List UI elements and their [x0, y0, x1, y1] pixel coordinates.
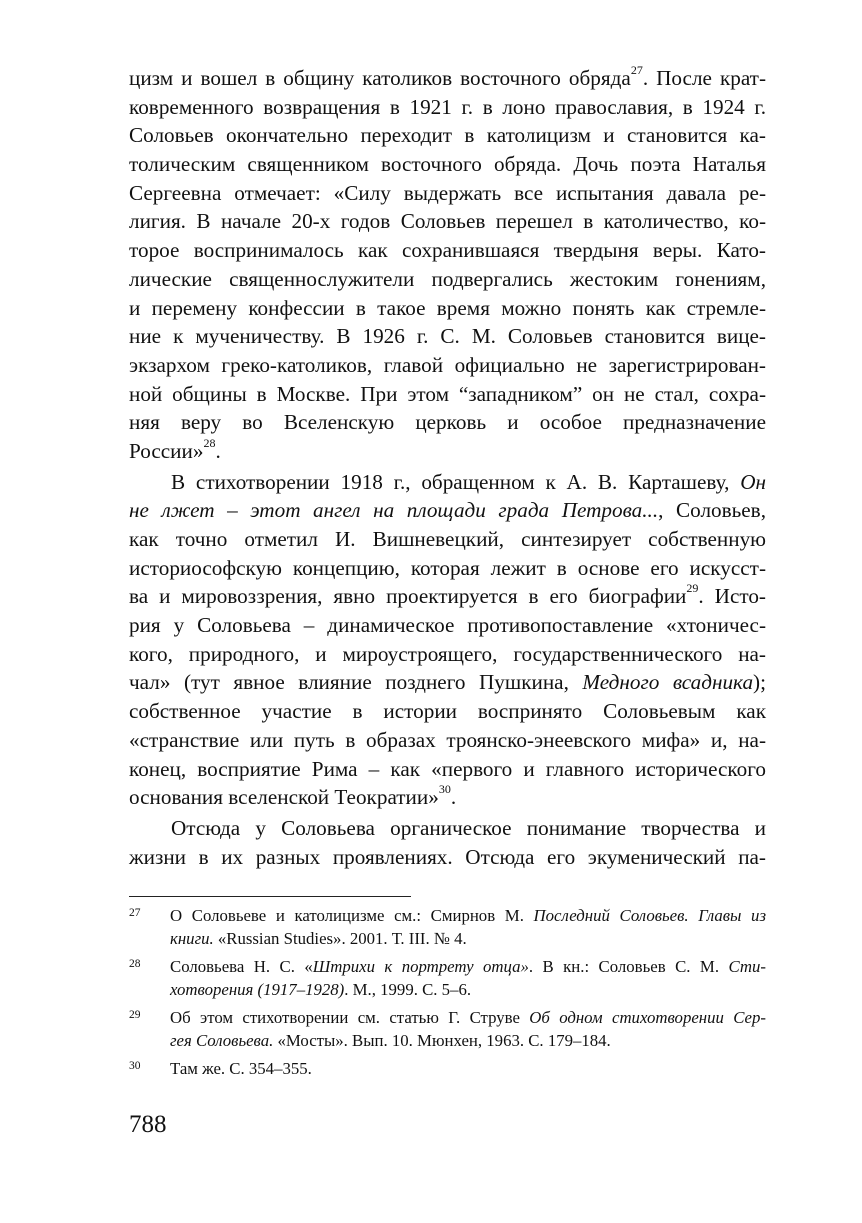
text-line: рия у Соловьева – динамическое противопоставление «хтоничес-	[129, 613, 766, 638]
text-line: ние к мученичеству. В 1926 г. С. М. Соловьев становится вице-	[129, 324, 766, 349]
text-line: не лжет – этот ангел на площади града Петрова..., Соловьев,	[129, 498, 766, 523]
footnote-line: Там же. С. 354–355.	[170, 1059, 312, 1078]
text-line: лигия. В начале 20-х годов Соловьев перешел в католичество, ко-	[129, 209, 766, 234]
text-line: ва и мировоззрения, явно проектируется в его биографии$^{29}$. Исто-	[129, 581, 766, 609]
text-line: России»$^{28}$.	[129, 435, 221, 463]
page-number: 788	[129, 1111, 167, 1138]
footnote-line: гея Соловьева. «Мосты». Вып. 10. Мюнхен, 1963. С. 179–184.	[170, 1031, 611, 1050]
text-line: цизм и вошел в общину католиков восточного обряда$^{27}$. После крат-	[129, 62, 766, 90]
footnote-number: 27	[129, 907, 141, 919]
main-text	[129, 64, 766, 871]
text-line: Соловьев окончательно переходит в католицизм и становится ка-	[129, 123, 766, 148]
footnote-ref[interactable]: 27	[630, 62, 643, 77]
footnote-number: 28	[129, 958, 141, 970]
text-line: лические священнослужители подвергались жестоким гонениям,	[129, 266, 766, 291]
footnote-line: книги. «Russian Studies». 2001. Т. III. № 4.	[170, 929, 467, 948]
footnote	[129, 1006, 766, 1052]
footnote	[129, 1057, 766, 1080]
footnote-separator	[129, 896, 411, 897]
footnote-line: хотворения (1917–1928). М., 1999. С. 5–6.	[170, 980, 472, 999]
text-line: экзархом греко-католиков, главой официально не зарегистрирован-	[129, 352, 766, 377]
text-line: торое воспринималось как сохранившаяся твердыня веры. Като-	[129, 238, 766, 263]
footnote-ref[interactable]: 30	[438, 782, 451, 797]
footnote	[129, 955, 766, 1001]
text-line: основания вселенской Теократии»$^{30}$.	[129, 782, 457, 810]
text-line: чал» (тут явное влияние позднего Пушкина, Медного всадника);	[129, 670, 766, 695]
text-line: собственное участие в истории воспринято Соловьевым как	[129, 699, 766, 724]
text-line: историософскую концепцию, которая лежит в основе его искусст-	[129, 555, 766, 580]
text-line: В стихотворении 1918 г., обращенном к А. В. Карташеву, Он	[171, 469, 766, 494]
footnote-ref[interactable]: 28	[203, 435, 216, 450]
text-line: ной общины в Москве. При этом “западником” он не стал, сохра-	[129, 381, 766, 406]
text-line: кого, природного, и мироустроящего, государственнического на-	[129, 641, 766, 666]
footnote-ref[interactable]: 29	[686, 581, 699, 596]
footnote-line: Соловьева Н. С. «Штрихи к портрету отца». В кн.: Соловьев С. М. Сти-	[170, 957, 766, 976]
footnote-line: Об этом стихотворении см. статью Г. Струве Об одном стихотворении Сер-	[170, 1008, 766, 1027]
text-line: няя веру во Вселенскую церковь и особое предназначение	[129, 410, 766, 435]
footnote-number: 30	[129, 1060, 141, 1072]
text-line: Сергеевна отмечает: «Силу выдержать все испытания давала ре-	[129, 180, 766, 205]
footnote-line: О Соловьеве и католицизме см.: Смирнов М. Последний Соловьев. Главы из	[170, 906, 766, 925]
text-line: «странствие или путь в образах троянско-энеевского мифа» и, на-	[129, 727, 766, 752]
text-line: и перемену конфессии в такое время можно понять как стремле-	[129, 295, 766, 320]
footnote	[129, 904, 766, 950]
text-line: конец, восприятие Рима – как «первого и главного исторического	[129, 756, 766, 781]
text-line: ковременного возвращения в 1921 г. в лоно православия, в 1924 г.	[129, 94, 766, 119]
footnote-number: 29	[129, 1009, 141, 1021]
text-line: как точно отметил И. Вишневецкий, синтезирует собственную	[129, 527, 766, 551]
text-line: Отсюда у Соловьева органическое понимание творчества и	[171, 815, 766, 840]
text-line: толическим священником восточного обряда. Дочь поэта Наталья	[129, 152, 766, 177]
text-line: жизни в их разных проявлениях. Отсюда его экуменический па-	[129, 844, 766, 869]
